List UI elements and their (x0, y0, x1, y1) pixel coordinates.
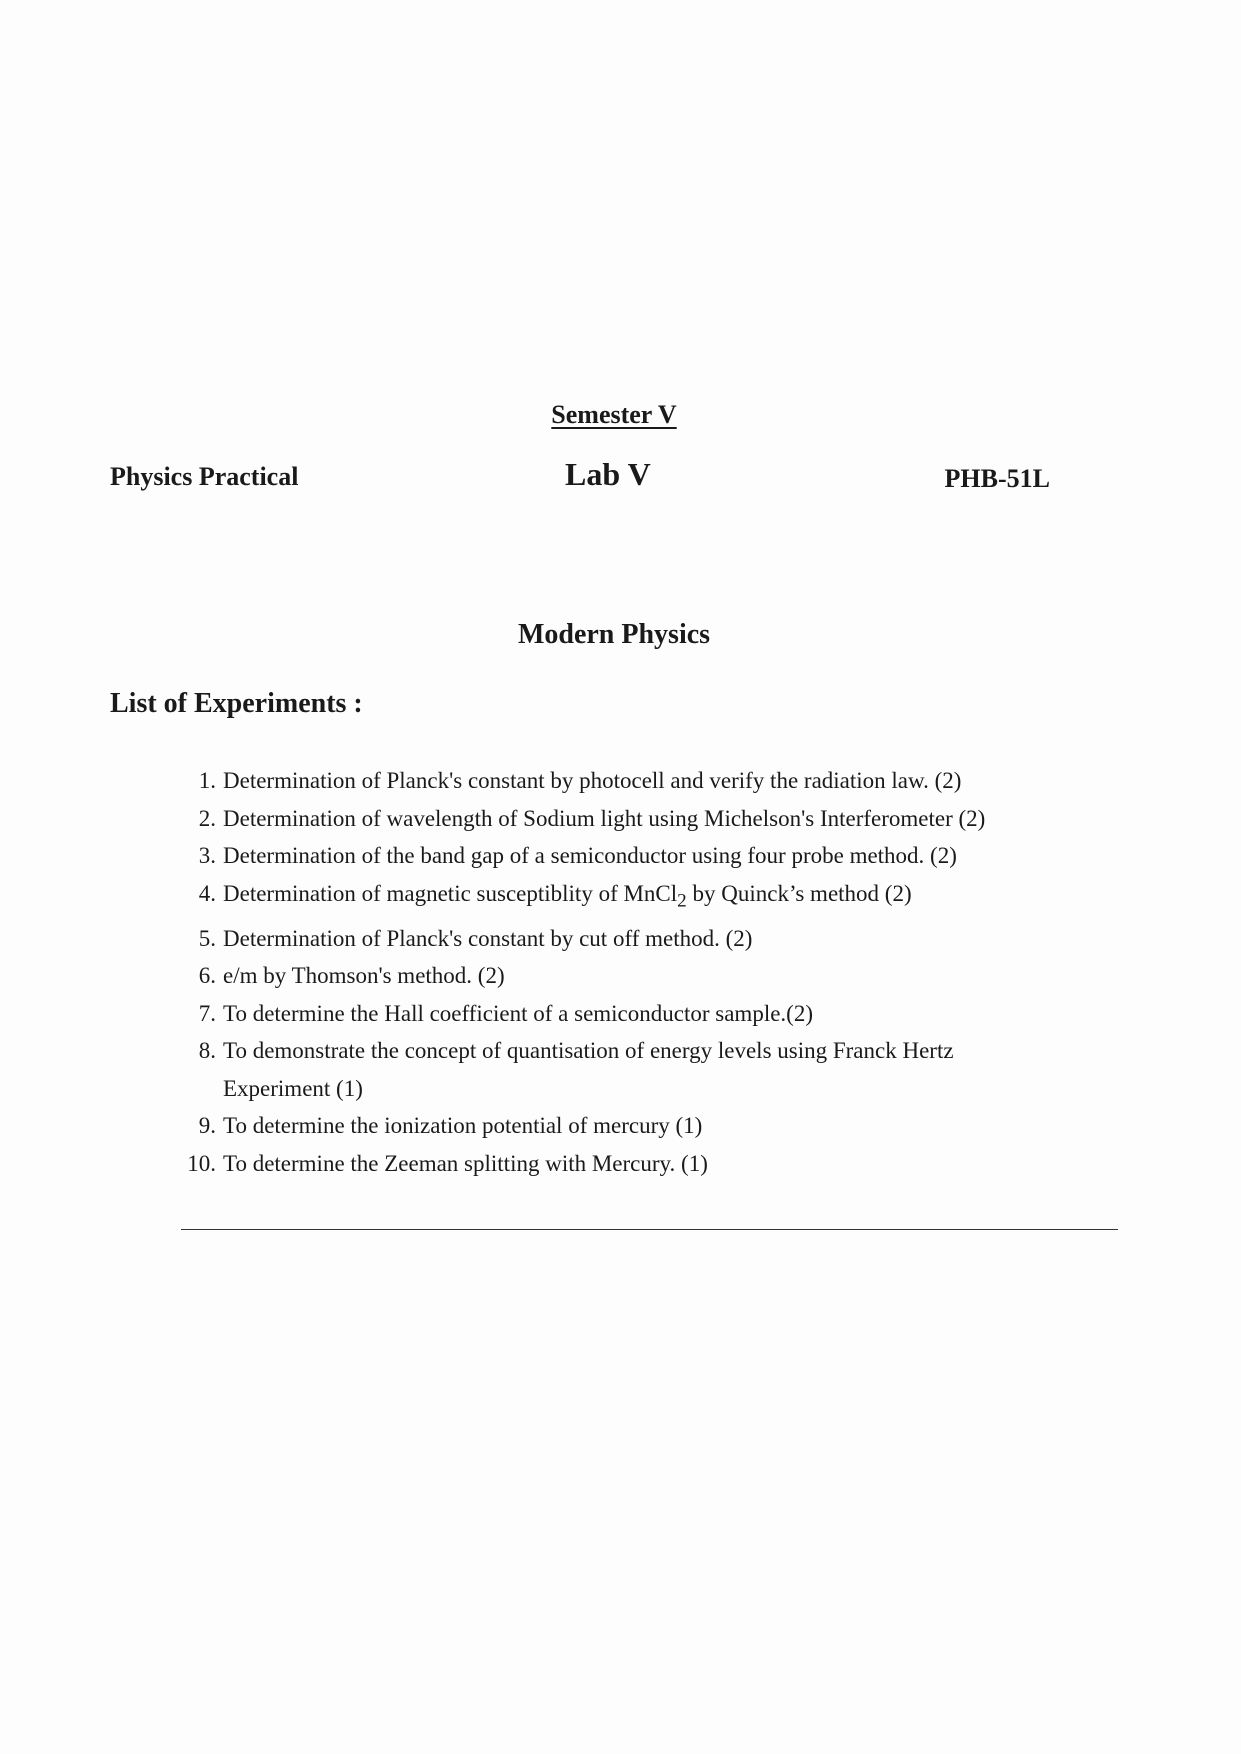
item-number: 10. (187, 1150, 216, 1176)
item-number: 9. (198, 1113, 216, 1139)
item-number: 4. (198, 880, 216, 906)
item-number: 7. (198, 1000, 216, 1026)
item-number: 8. (198, 1038, 216, 1064)
item-subscript: 2 (677, 890, 687, 912)
item-text: Determination of wavelength of Sodium light using Michelson's Interferometer (2) (223, 805, 986, 831)
item-text: To determine the Hall coefficient of a semiconductor sample.(2) (223, 1000, 813, 1026)
list-item (180, 762, 1080, 800)
item-text: Determination of Planck's constant by cut off method. (2) (223, 925, 753, 951)
list-item (180, 920, 1080, 958)
course-header-row (110, 458, 1050, 498)
list-item (180, 837, 1080, 875)
list-heading: List of Experiments : (110, 688, 363, 719)
semester-heading: Semester V (551, 400, 677, 429)
item-text: Determination of magnetic susceptiblity of MnCl (223, 880, 678, 906)
horizontal-divider (181, 1229, 1118, 1230)
item-text: To demonstrate the concept of quantisation of energy levels using Franck Hertz Experiment (1) (223, 1038, 954, 1101)
course-code: PHB-51L (944, 464, 1050, 493)
item-number: 5. (198, 925, 216, 951)
item-text: To determine the Zeeman splitting with Mercury. (1) (223, 1150, 708, 1176)
item-text: e/m by Thomson's method. (2) (223, 963, 505, 989)
list-item (180, 1107, 1080, 1145)
list-item (180, 1032, 1080, 1107)
item-number: 2. (198, 805, 216, 831)
item-text: To determine the ionization potential of mercury (1) (223, 1113, 703, 1139)
list-item (180, 875, 1080, 920)
item-number: 6. (198, 963, 216, 989)
item-number: 3. (198, 843, 216, 868)
list-item (180, 800, 1080, 838)
item-number: 1. (198, 768, 216, 793)
list-item (180, 1145, 1080, 1183)
list-item (180, 995, 1080, 1033)
item-text-continued: by Quinck’s method (2) (686, 880, 912, 906)
lab-title: Lab V (565, 456, 651, 492)
item-text: Determination of Planck's constant by photocell and verify the radiation law. (2) (223, 768, 962, 793)
item-text: Determination of the band gap of a semiconductor using four probe method. (2) (223, 843, 957, 868)
experiment-list (180, 762, 1080, 1182)
list-item (180, 957, 1080, 995)
section-title: Modern Physics (517, 619, 711, 650)
course-name: Physics Practical (110, 462, 299, 491)
